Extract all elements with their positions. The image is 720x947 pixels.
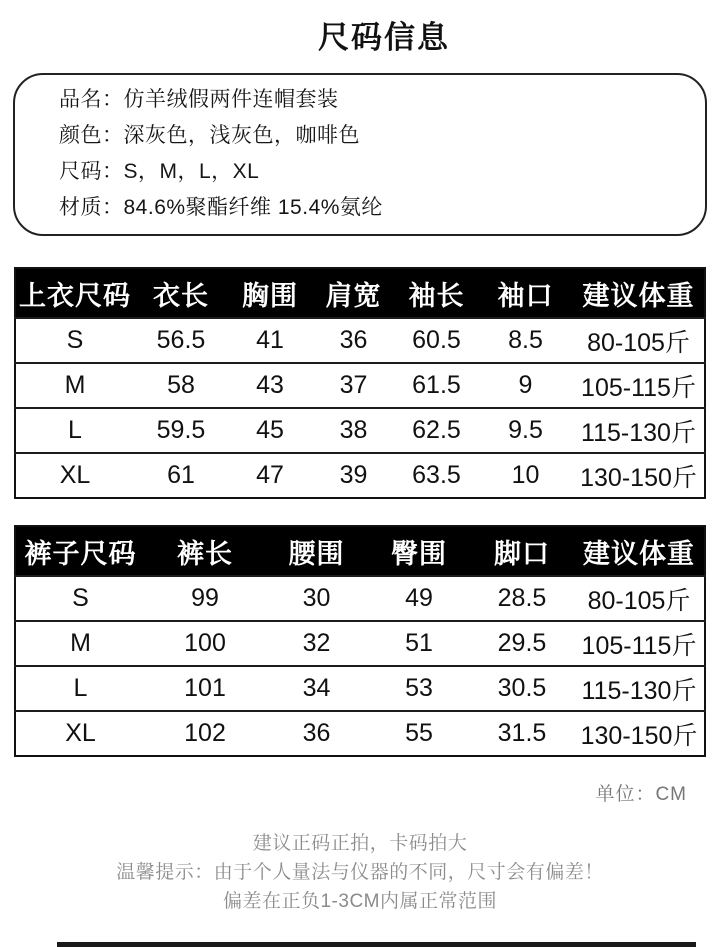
product-name-row xyxy=(59,82,685,118)
size-cell: S xyxy=(15,576,145,621)
size-cell: 37 xyxy=(312,363,395,408)
column-header-bust: 胸围 xyxy=(228,268,312,318)
size-cell: XL xyxy=(15,453,134,498)
size-cell: 36 xyxy=(265,711,368,756)
product-size-label: 尺码： xyxy=(59,160,124,183)
size-cell: L xyxy=(15,666,145,711)
size-cell: 29.5 xyxy=(470,621,574,666)
size-cell: 115-130斤 xyxy=(573,408,705,453)
column-header-shoulder: 肩宽 xyxy=(312,268,395,318)
size-cell: 61 xyxy=(134,453,228,498)
size-cell: 9.5 xyxy=(478,408,573,453)
product-size-value: S，M，L，XL xyxy=(123,160,260,183)
column-header-pants-length: 裤长 xyxy=(145,526,265,576)
size-cell: 36 xyxy=(312,318,395,363)
note-line-2: 温馨提示：由于个人量法与仪器的不同，尺寸会有偏差！ xyxy=(116,862,604,883)
size-cell: 34 xyxy=(265,666,368,711)
disclaimer-notes xyxy=(0,829,720,916)
size-cell: 60.5 xyxy=(395,318,478,363)
size-cell: 39 xyxy=(312,453,395,498)
column-header-hip: 臀围 xyxy=(368,526,470,576)
size-cell: 31.5 xyxy=(470,711,574,756)
size-cell: 115-130斤 xyxy=(574,666,705,711)
product-material-value: 84.6%聚酯纤维 15.4%氨纶 xyxy=(123,196,383,219)
size-cell: 32 xyxy=(265,621,368,666)
note-line-1: 建议正码正拍，卡码拍大 xyxy=(252,833,468,854)
size-cell: 9 xyxy=(478,363,573,408)
pants-size-table xyxy=(14,525,706,757)
size-cell: 130-150斤 xyxy=(574,711,705,756)
column-header-weight: 建议体重 xyxy=(573,268,705,318)
size-cell: 100 xyxy=(145,621,265,666)
size-cell: 8.5 xyxy=(478,318,573,363)
size-cell: 59.5 xyxy=(134,408,228,453)
column-header-garment-length: 衣长 xyxy=(134,268,228,318)
table-row-pants-l xyxy=(15,666,705,711)
size-cell: 56.5 xyxy=(134,318,228,363)
size-cell: 130-150斤 xyxy=(573,453,705,498)
size-cell: 55 xyxy=(368,711,470,756)
column-header-sleeve-length: 袖长 xyxy=(395,268,478,318)
size-cell: XL xyxy=(15,711,145,756)
column-header-pants-size: 裤子尺码 xyxy=(15,526,145,576)
top-size-table xyxy=(14,267,706,499)
unit-note: 单位：CM xyxy=(595,784,687,805)
product-size-row xyxy=(59,154,685,190)
size-cell: 41 xyxy=(228,318,312,363)
size-cell: 10 xyxy=(478,453,573,498)
product-color-row xyxy=(59,118,685,154)
top-table-header-row xyxy=(15,268,705,318)
size-cell: 99 xyxy=(145,576,265,621)
size-cell: 43 xyxy=(228,363,312,408)
cropped-next-section-bar xyxy=(57,942,696,947)
size-cell: 49 xyxy=(368,576,470,621)
size-cell: 62.5 xyxy=(395,408,478,453)
size-cell: 30.5 xyxy=(470,666,574,711)
size-cell: 30 xyxy=(265,576,368,621)
product-info-box xyxy=(13,73,707,236)
table-row-top-s xyxy=(15,318,705,363)
size-cell: 105-115斤 xyxy=(573,363,705,408)
size-cell: 47 xyxy=(228,453,312,498)
table-row-pants-m xyxy=(15,621,705,666)
column-header-top-size: 上衣尺码 xyxy=(15,268,134,318)
size-cell: 105-115斤 xyxy=(574,621,705,666)
size-cell: M xyxy=(15,363,134,408)
table-row-top-xl xyxy=(15,453,705,498)
size-cell: L xyxy=(15,408,134,453)
product-material-label: 材质： xyxy=(59,196,124,219)
size-cell: 80-105斤 xyxy=(573,318,705,363)
size-cell: 38 xyxy=(312,408,395,453)
product-color-value: 深灰色，浅灰色，咖啡色 xyxy=(123,124,360,147)
size-cell: 51 xyxy=(368,621,470,666)
pants-table-header-row xyxy=(15,526,705,576)
size-cell: M xyxy=(15,621,145,666)
note-line-3: 偏差在正负1-3CM内属正常范围 xyxy=(222,891,497,912)
size-cell: 80-105斤 xyxy=(574,576,705,621)
size-cell: 53 xyxy=(368,666,470,711)
product-color-label: 颜色： xyxy=(59,124,124,147)
column-header-waist: 腰围 xyxy=(265,526,368,576)
product-name-label: 品名： xyxy=(59,88,124,111)
page-title: 尺码信息 xyxy=(318,20,450,55)
column-header-weight: 建议体重 xyxy=(574,526,705,576)
table-row-top-m xyxy=(15,363,705,408)
product-material-row xyxy=(59,190,685,226)
column-header-cuff: 袖口 xyxy=(478,268,573,318)
size-cell: S xyxy=(15,318,134,363)
table-row-pants-xl xyxy=(15,711,705,756)
size-cell: 58 xyxy=(134,363,228,408)
product-name-value: 仿羊绒假两件连帽套装 xyxy=(123,88,339,111)
size-cell: 63.5 xyxy=(395,453,478,498)
size-cell: 61.5 xyxy=(395,363,478,408)
table-row-top-l xyxy=(15,408,705,453)
size-cell: 45 xyxy=(228,408,312,453)
table-row-pants-s xyxy=(15,576,705,621)
size-cell: 102 xyxy=(145,711,265,756)
column-header-leg-opening: 脚口 xyxy=(470,526,574,576)
size-cell: 101 xyxy=(145,666,265,711)
size-cell: 28.5 xyxy=(470,576,574,621)
